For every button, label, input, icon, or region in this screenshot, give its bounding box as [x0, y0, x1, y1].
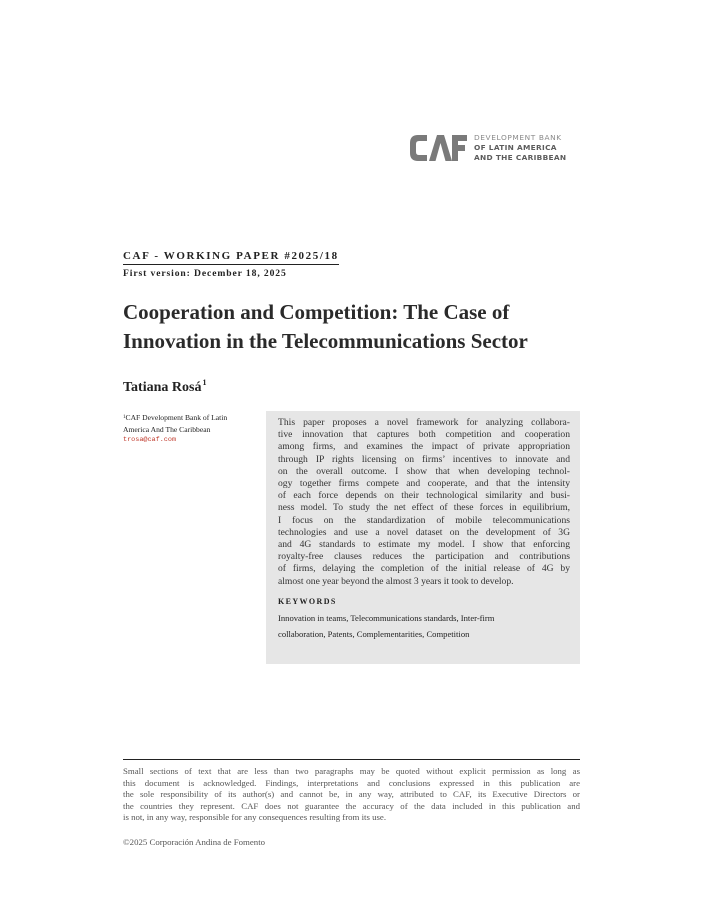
affiliation-line-2: America And The Caribbean [123, 424, 211, 434]
logo-line-3: AND THE CARIBBEAN [474, 153, 567, 162]
abstract-line: This paper proposes a novel framework for analyzing collabora- [278, 417, 570, 428]
abstract-line: on the overall outcome. I show that when developing technol- [278, 465, 570, 477]
abstract-line: ness model. To study the net effect of these forces in equilibrium, [278, 502, 570, 514]
author-name: Tatiana Rosá [123, 380, 202, 395]
abstract-box [266, 411, 580, 664]
logo-line-2: OF LATIN AMERICA [474, 143, 557, 152]
abstract-line: ogy together firms compete and cooperate, and that the intensity [278, 478, 570, 490]
disclaimer-line: the countries they represent. CAF does not guarantee the accuracy of the data included in this publication and [123, 800, 580, 811]
author-email-link[interactable]: trosa@caf.com [123, 436, 177, 444]
keywords-list [278, 610, 568, 642]
logo-line-1: DEVELOPMENT BANK [474, 133, 562, 142]
abstract-line: of firms, delaying the completion of the initial release of 4G by [278, 563, 570, 575]
disclaimer-line: is not, in any way, responsible for any consequences resulting from its use. [123, 812, 387, 823]
keywords-line-1: Innovation in teams, Telecommunications standards, Inter-firm [278, 612, 495, 623]
abstract-line: I focus on the standardization of mobile telecommunications [278, 514, 570, 526]
abstract-line: tive innovation that captures both competition and cooperation [278, 429, 570, 441]
abstract-line: through IP rights licensing on firms’ incentives to innovate and [278, 453, 570, 465]
abstract-line: technologies and use a novel dataset on the development of 3G [278, 526, 570, 538]
keywords-line-2: collaboration, Patents, Complementarities, Competition [278, 628, 470, 639]
caf-logo-mark-icon [408, 132, 468, 164]
author [123, 380, 206, 396]
keywords-heading: KEYWORDS [278, 596, 337, 606]
version-date: First version: December 18, 2025 [123, 268, 287, 279]
logo-text [474, 133, 566, 163]
paper-title [123, 298, 593, 356]
disclaimer-line: this document is acknowledged. Findings, interpretations and conclusions expressed in this publication are [123, 777, 580, 788]
title-line: Innovation in the Telecommunications Sector [123, 329, 528, 353]
disclaimer-line: Small sections of text that are less than two paragraphs may be quoted without explicit permission as long as [123, 766, 580, 776]
disclaimer-text [123, 766, 580, 824]
abstract-line: among firms, and examines the impact of private appropriation [278, 441, 570, 453]
caf-logo [408, 132, 566, 164]
abstract-line: almost one year beyond the almost 3 years it took to develop. [278, 575, 514, 587]
abstract-line: royalty-free clauses reduces the participation and contributions [278, 551, 570, 563]
copyright-notice: ©2025 Corporación Andina de Fomento [123, 837, 266, 847]
author-footnote-mark: 1 [202, 378, 207, 387]
footer-divider [123, 759, 580, 760]
abstract-text [278, 417, 570, 588]
title-line: Cooperation and Competition: The Case of [123, 300, 510, 324]
affiliation-line-1: CAF Development Bank of Latin [125, 413, 228, 422]
disclaimer-line: the sole responsibility of its author(s) and cannot be, in any way, attributed to CAF, its Executive Directors or [123, 789, 580, 800]
abstract-line: and 4G standards to estimate my model. I show that enforcing [278, 539, 570, 551]
affiliation-mark: 1 [123, 415, 126, 420]
abstract-line: of each force depends on their technological similarity and busi- [278, 490, 570, 502]
affiliation [123, 412, 258, 447]
series-label: CAF - WORKING PAPER #2025/18 [123, 250, 339, 265]
